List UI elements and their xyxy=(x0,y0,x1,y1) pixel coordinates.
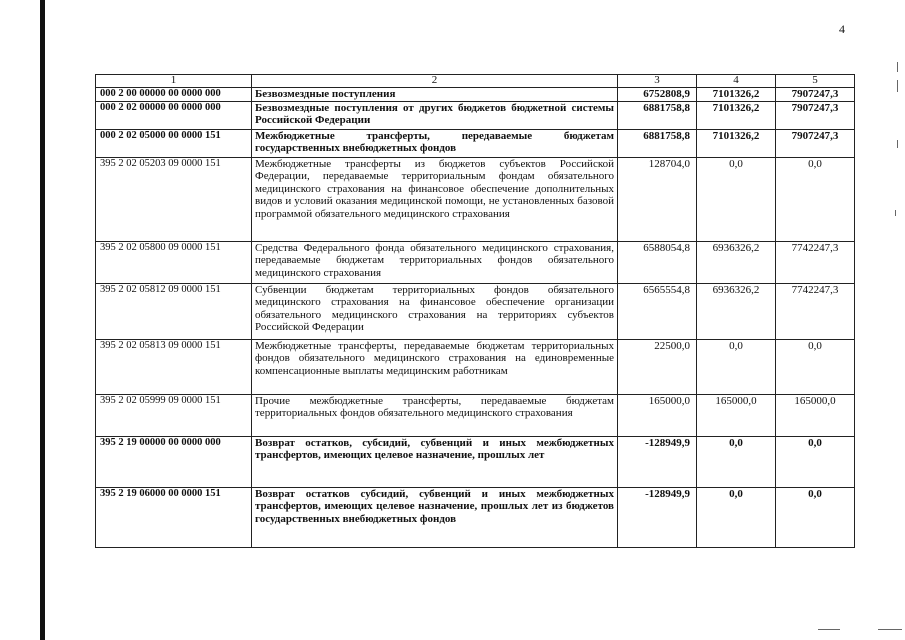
row-value-col3: 6881758,8 xyxy=(618,129,697,157)
row-value-col4: 0,0 xyxy=(697,157,776,241)
scan-edge-bar xyxy=(40,0,45,640)
row-value-col5: 7907247,3 xyxy=(776,88,855,102)
scan-edge-mark xyxy=(895,210,896,216)
table-header xyxy=(96,75,855,88)
revenue-table xyxy=(95,74,855,548)
scan-edge-mark xyxy=(878,629,902,630)
row-description: Субвенции бюджетам территориальных фондов обязательного медицинского страхования на финансовое обеспечение организации обязательного медицинского страхования на территориях субъектов Российской Федерации xyxy=(252,283,618,339)
table-row xyxy=(96,394,855,436)
row-value-col4: 7101326,2 xyxy=(697,129,776,157)
table-row xyxy=(96,241,855,283)
row-value-col4: 0,0 xyxy=(697,436,776,487)
row-value-col5: 7742247,3 xyxy=(776,241,855,283)
column-header: 3 xyxy=(618,75,697,88)
table-body xyxy=(96,88,855,548)
row-value-col5: 0,0 xyxy=(776,436,855,487)
row-value-col5: 0,0 xyxy=(776,157,855,241)
row-value-col5: 165000,0 xyxy=(776,394,855,436)
scan-edge-mark xyxy=(897,140,898,148)
row-code: 000 2 02 00000 00 0000 000 xyxy=(96,101,252,129)
row-value-col5: 7907247,3 xyxy=(776,129,855,157)
row-value-col5: 7742247,3 xyxy=(776,283,855,339)
row-value-col4: 6936326,2 xyxy=(697,283,776,339)
row-code: 395 2 02 05203 09 0000 151 xyxy=(96,157,252,241)
row-code: 395 2 19 00000 00 0000 000 xyxy=(96,436,252,487)
row-value-col4: 7101326,2 xyxy=(697,101,776,129)
row-value-col3: 22500,0 xyxy=(618,339,697,394)
row-value-col4: 7101326,2 xyxy=(697,88,776,102)
row-code: 395 2 02 05812 09 0000 151 xyxy=(96,283,252,339)
column-header: 2 xyxy=(252,75,618,88)
table-row xyxy=(96,283,855,339)
scan-edge-mark xyxy=(897,62,898,72)
row-value-col4: 165000,0 xyxy=(697,394,776,436)
row-value-col5: 0,0 xyxy=(776,339,855,394)
row-code: 395 2 02 05813 09 0000 151 xyxy=(96,339,252,394)
row-value-col5: 7907247,3 xyxy=(776,101,855,129)
row-value-col5: 0,0 xyxy=(776,487,855,547)
table-row xyxy=(96,88,855,102)
row-value-col3: 128704,0 xyxy=(618,157,697,241)
row-description: Межбюджетные трансферты, передаваемые бюджетам государственных внебюджетных фондов xyxy=(252,129,618,157)
row-code: 395 2 19 06000 00 0000 151 xyxy=(96,487,252,547)
row-value-col3: 6752808,9 xyxy=(618,88,697,102)
row-value-col3: 6881758,8 xyxy=(618,101,697,129)
row-value-col3: -128949,9 xyxy=(618,487,697,547)
table-row xyxy=(96,339,855,394)
row-value-col3: -128949,9 xyxy=(618,436,697,487)
table-row xyxy=(96,487,855,547)
column-header: 4 xyxy=(697,75,776,88)
table-row xyxy=(96,157,855,241)
column-header: 5 xyxy=(776,75,855,88)
row-value-col4: 0,0 xyxy=(697,339,776,394)
scan-edge-mark xyxy=(818,629,840,630)
row-description: Безвозмездные поступления xyxy=(252,88,618,102)
row-value-col3: 6588054,8 xyxy=(618,241,697,283)
row-description: Прочие межбюджетные трансферты, передаваемые бюджетам территориальных фондов обязательного медицинского страхования xyxy=(252,394,618,436)
row-description: Межбюджетные трансферты из бюджетов субъектов Российской Федерации, передаваемые территориальным фондам обязательного медицинского страхования на финансовое обеспечение дополнительных видов и условий оказания медицинской помощи, не установленных базовой программой обязательного медицинского страхования xyxy=(252,157,618,241)
table-row xyxy=(96,129,855,157)
row-description: Безвозмездные поступления от других бюджетов бюджетной системы Российской Федерации xyxy=(252,101,618,129)
row-description: Возврат остатков субсидий, субвенций и иных межбюджетных трансфертов, имеющих целевое назначение, прошлых лет из бюджетов государственных внебюджетных фондов xyxy=(252,487,618,547)
row-value-col4: 0,0 xyxy=(697,487,776,547)
table-row xyxy=(96,436,855,487)
row-value-col3: 165000,0 xyxy=(618,394,697,436)
row-code: 000 2 02 05000 00 0000 151 xyxy=(96,129,252,157)
row-code: 395 2 02 05999 09 0000 151 xyxy=(96,394,252,436)
page-number: 4 xyxy=(839,22,845,36)
row-code: 000 2 00 00000 00 0000 000 xyxy=(96,88,252,102)
row-value-col4: 6936326,2 xyxy=(697,241,776,283)
row-code: 395 2 02 05800 09 0000 151 xyxy=(96,241,252,283)
row-description: Возврат остатков, субсидий, субвенций и иных межбюджетных трансфертов, имеющих целевое назначение, прошлых лет xyxy=(252,436,618,487)
table-row xyxy=(96,101,855,129)
scan-edge-mark xyxy=(897,80,898,92)
column-header: 1 xyxy=(96,75,252,88)
row-description: Межбюджетные трансферты, передаваемые бюджетам территориальных фондов обязательного медицинского страхования на единовременные компенсационные выплаты медицинским работникам xyxy=(252,339,618,394)
row-value-col3: 6565554,8 xyxy=(618,283,697,339)
row-description: Средства Федерального фонда обязательного медицинского страхования, передаваемые бюджетам территориальных фондов обязательного медицинского страхования xyxy=(252,241,618,283)
